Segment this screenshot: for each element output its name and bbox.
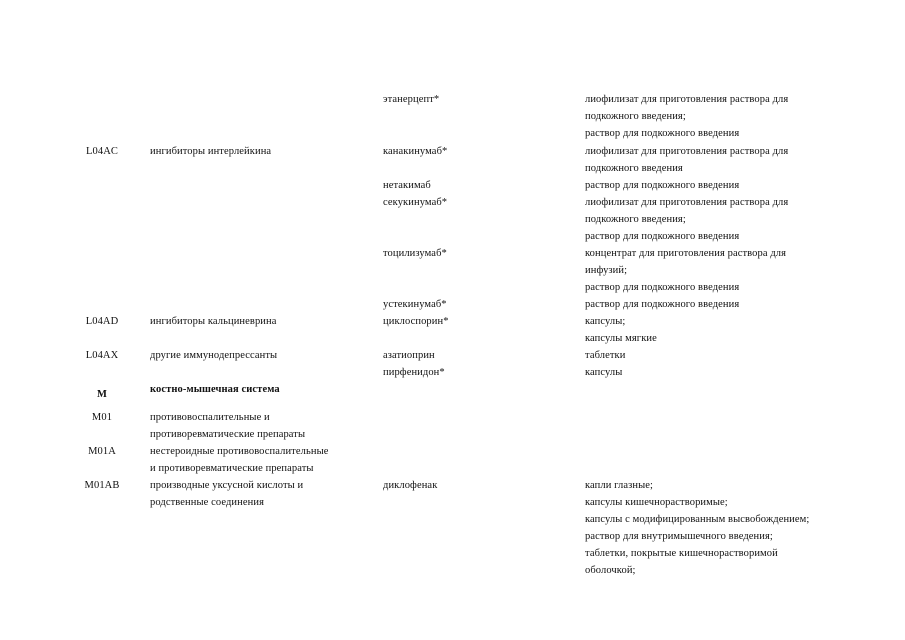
dosage-form: подкожного введения	[585, 163, 683, 174]
dosage-form: концентрат для приготовления раствора для	[585, 248, 787, 259]
dosage-form: подкожного введения;	[585, 214, 686, 225]
drug-name: этанерцепт*	[383, 94, 440, 105]
atc-group-name: костно-мышечная система	[150, 384, 280, 395]
dosage-form: лиофилизат для приготовления раствора для	[585, 94, 789, 105]
dosage-form: оболочкой;	[585, 565, 636, 576]
dosage-form: раствор для подкожного введения	[585, 180, 740, 191]
atc-code: L04AD	[85, 316, 119, 327]
dosage-form: инфузий;	[585, 265, 628, 276]
dosage-form: раствор для подкожного введения	[585, 299, 740, 310]
atc-code: L04AC	[86, 146, 118, 157]
atc-group-name: противовоспалительные и	[150, 412, 270, 423]
dosage-form: подкожного введения;	[585, 111, 686, 122]
dosage-form: лиофилизат для приготовления раствора для	[585, 197, 789, 208]
drug-name: канакинумаб*	[383, 146, 448, 157]
dosage-form: капсулы;	[585, 316, 626, 327]
dosage-form: раствор для подкожного введения	[585, 128, 740, 139]
dosage-form: капсулы кишечнорастворимые;	[585, 497, 728, 508]
dosage-form: капсулы с модифицированным высвобождением;	[585, 514, 810, 525]
atc-code: М01А	[88, 446, 116, 457]
drug-name: пирфенидон*	[383, 367, 445, 378]
atc-group-name: другие иммунодепрессанты	[150, 350, 278, 361]
dosage-form: таблетки, покрытые кишечнорастворимой	[585, 548, 778, 559]
atc-code: М01АВ	[84, 480, 120, 491]
dosage-form: капсулы	[585, 367, 623, 378]
atc-group-name: родственные соединения	[150, 497, 264, 508]
atc-group-name: ингибиторы кальциневрина	[150, 316, 277, 327]
atc-code: М01	[91, 412, 113, 423]
drug-name: устекинумаб*	[383, 299, 447, 310]
drug-name: диклофенак	[383, 480, 438, 491]
drug-name: секукинумаб*	[383, 197, 448, 208]
atc-code: L04AX	[85, 350, 119, 361]
dosage-form: таблетки	[585, 350, 626, 361]
atc-group-name: и противоревматические препараты	[150, 463, 314, 474]
dosage-form: лиофилизат для приготовления раствора для	[585, 146, 789, 157]
dosage-form: капсулы мягкие	[585, 333, 657, 344]
drug-name: нетакимаб	[383, 180, 431, 191]
atc-group-name: противоревматические препараты	[150, 429, 306, 440]
dosage-form: капли глазные;	[585, 480, 654, 491]
dosage-form: раствор для подкожного введения	[585, 282, 740, 293]
drug-name: азатиоприн	[383, 350, 435, 361]
atc-group-name: производные уксусной кислоты и	[150, 480, 304, 491]
dosage-form: раствор для внутримышечного введения;	[585, 531, 773, 542]
atc-group-name: нестероидные противовоспалительные	[150, 446, 329, 457]
atc-code: М	[96, 389, 107, 400]
dosage-form: раствор для подкожного введения	[585, 231, 740, 242]
atc-group-name: ингибиторы интерлейкина	[150, 146, 272, 157]
drug-name: тоцилизумаб*	[383, 248, 447, 259]
drug-name: циклоспорин*	[383, 316, 449, 327]
